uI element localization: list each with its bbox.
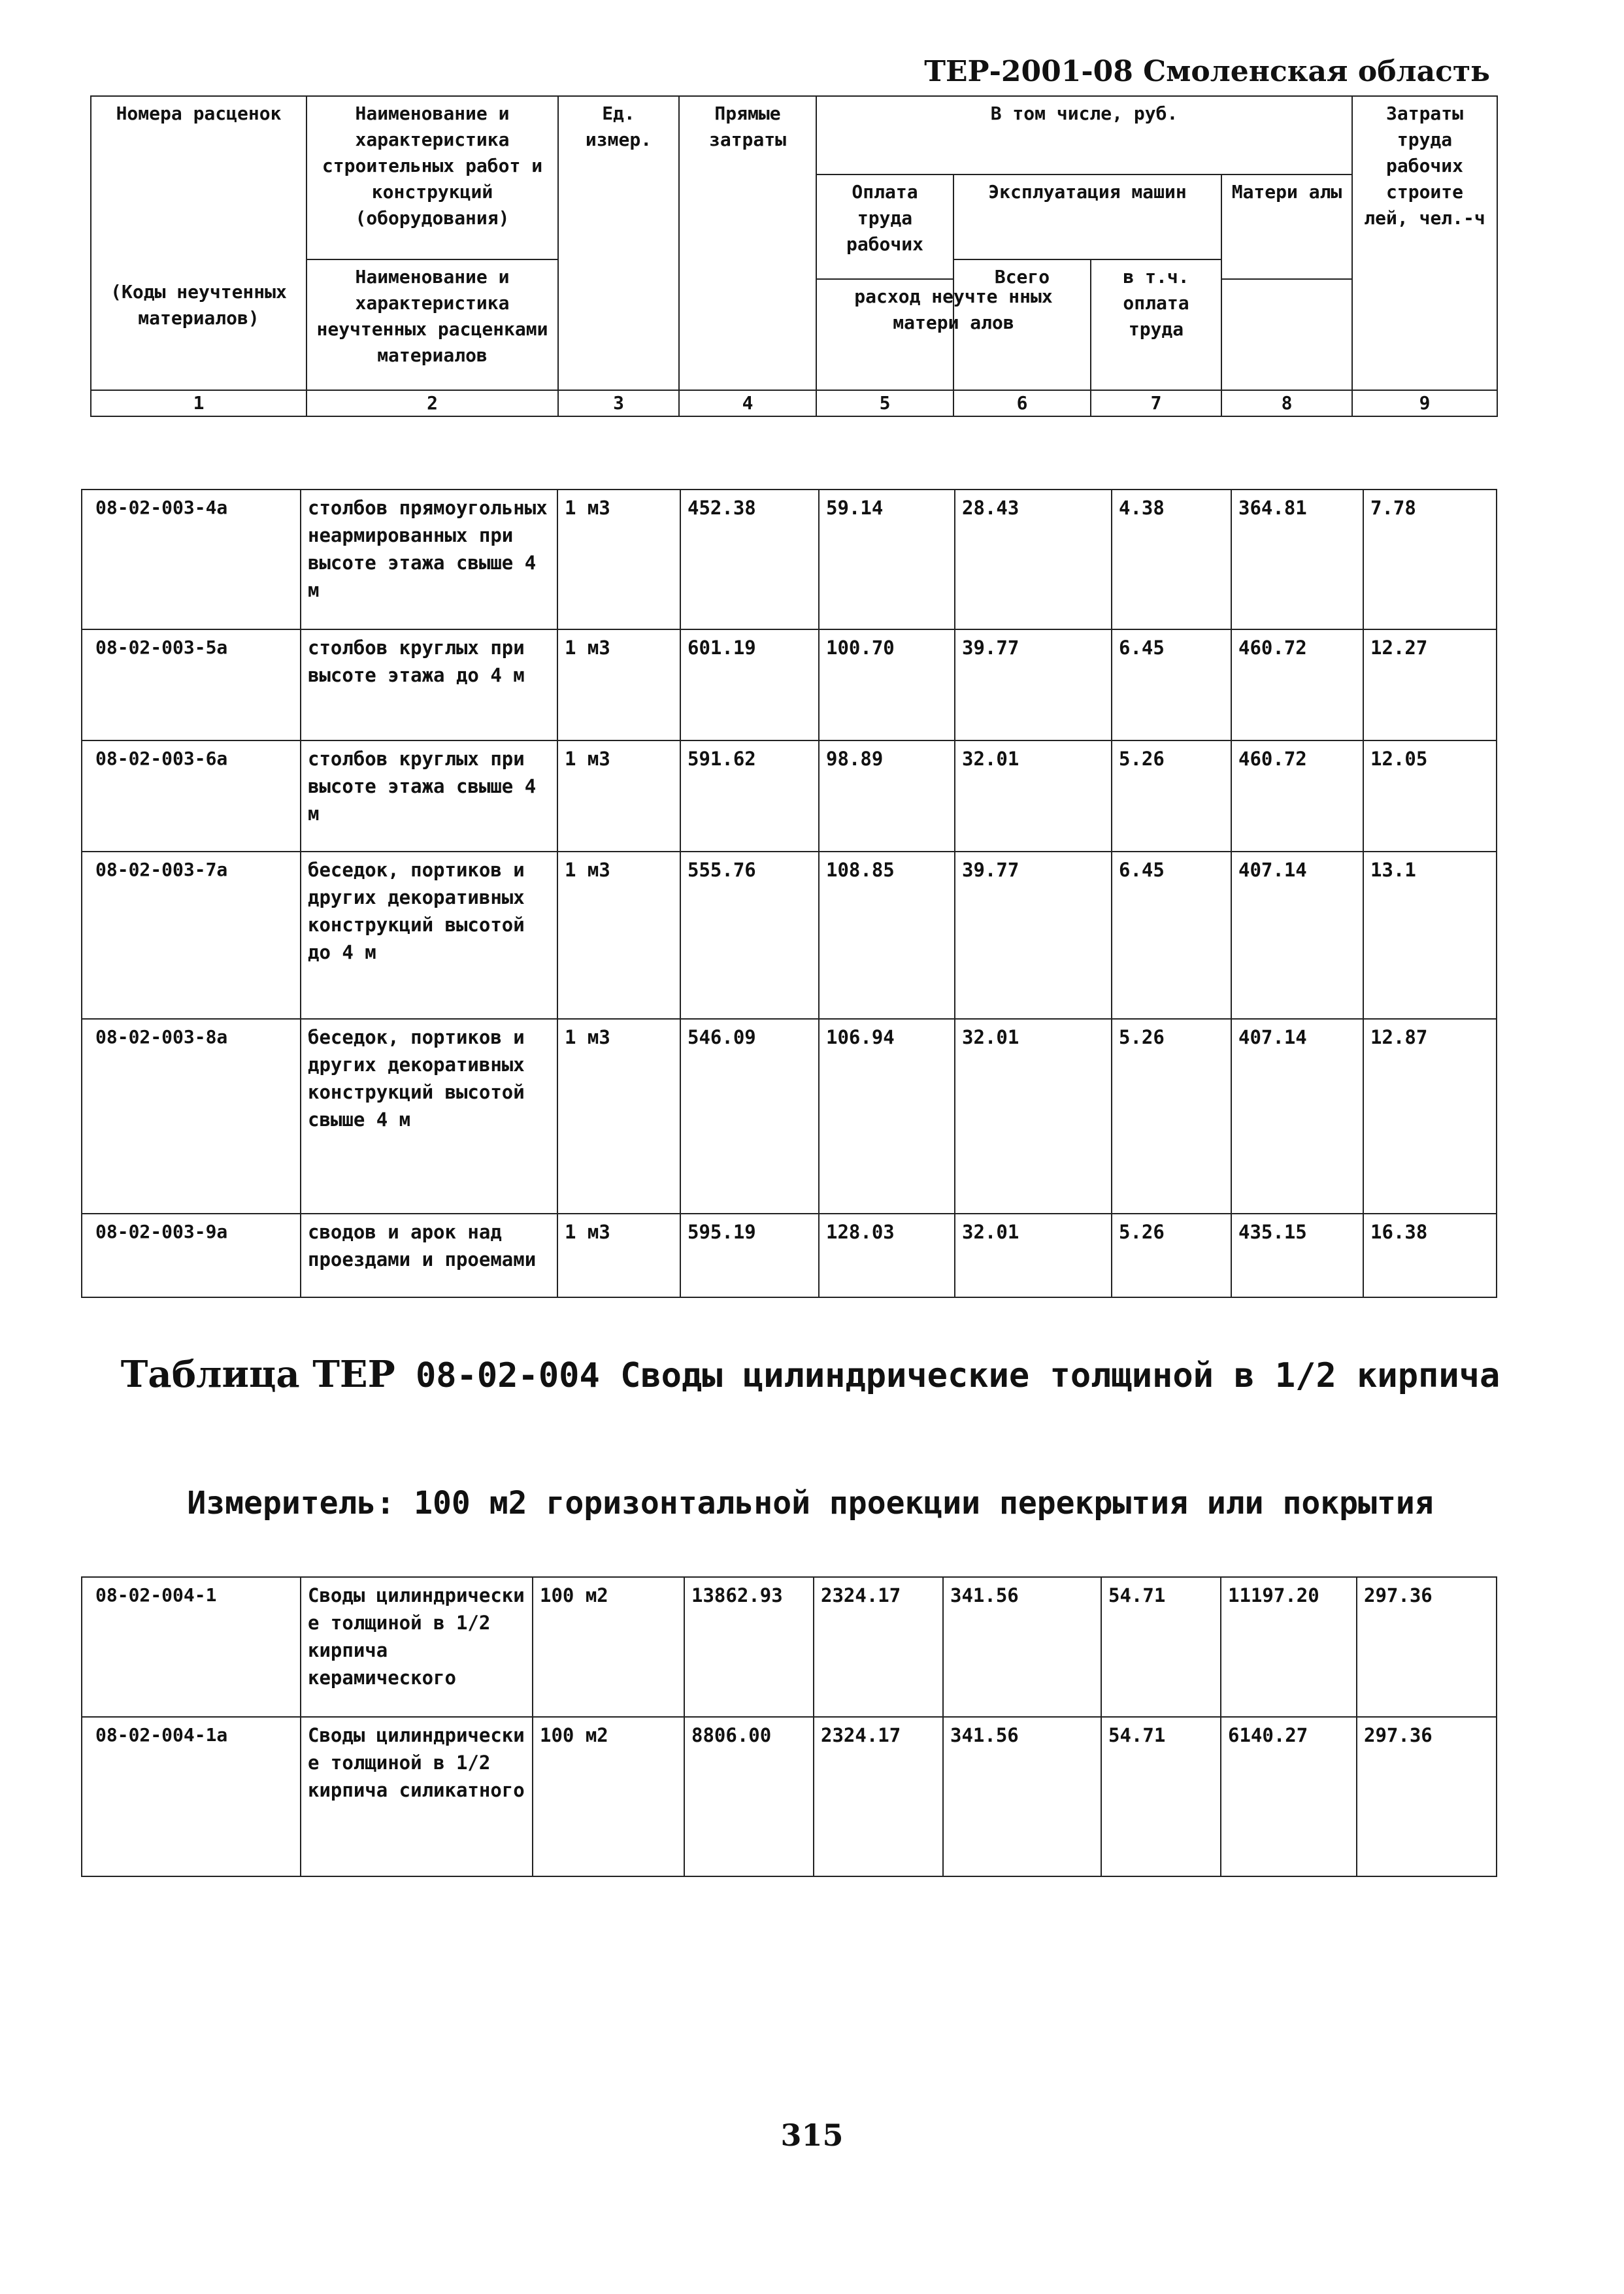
cell-unit: 100 м2	[533, 1577, 684, 1717]
cell-labor: 106.94	[819, 1019, 955, 1214]
page-number: 315	[780, 2118, 844, 2153]
cell-labor: 100.70	[819, 629, 955, 740]
cell-machine-labor: 5.26	[1112, 1019, 1231, 1214]
cell-code: 08-02-003-7а	[82, 852, 301, 1019]
header-worker-pay: Оплата труда рабочих	[816, 175, 953, 279]
cell-materials: 460.72	[1231, 629, 1363, 740]
cell-code: 08-02-004-1а	[82, 1717, 301, 1876]
cell-labor: 2324.17	[814, 1717, 943, 1876]
cell-hours: 12.27	[1363, 629, 1497, 740]
cell-labor: 2324.17	[814, 1577, 943, 1717]
table-title: Таблица ТЕР 08-02-004 Своды цилиндрические толщиной в 1/2 кирпича	[120, 1353, 1500, 1396]
cell-machine-labor: 4.38	[1112, 490, 1231, 629]
cell-code: 08-02-004-1	[82, 1577, 301, 1717]
cell-materials: 11197.20	[1221, 1577, 1357, 1717]
cell-unit: 1 м3	[557, 852, 680, 1019]
cell-name: столбов круглых при высоте этажа до 4 м	[301, 629, 557, 740]
cell-labor: 98.89	[819, 740, 955, 852]
document-header-title: ТЕР-2001-08 Смоленская область	[924, 55, 1490, 88]
table-row	[82, 1717, 1497, 1876]
cell-unit: 1 м3	[557, 1214, 680, 1297]
column-number: 7	[1091, 390, 1221, 416]
cell-machines: 39.77	[955, 629, 1112, 740]
table-row	[82, 740, 1497, 852]
table-row	[82, 1214, 1497, 1297]
header-labor-hours: Затраты труда рабочих строите лей, чел.-ч	[1352, 96, 1497, 390]
cell-direct: 591.62	[680, 740, 819, 852]
header-work-name: Наименование и характеристика строительных работ и конструкций (оборудования)	[307, 96, 558, 259]
cell-unit: 1 м3	[557, 740, 680, 852]
cell-code: 08-02-003-6а	[82, 740, 301, 852]
table-row	[82, 852, 1497, 1019]
cell-materials: 6140.27	[1221, 1717, 1357, 1876]
header-group-including: В том числе, руб.	[816, 96, 1352, 175]
cell-hours: 12.05	[1363, 740, 1497, 852]
column-number: 8	[1221, 390, 1352, 416]
cell-name: сводов и арок над проездами и проемами	[301, 1214, 557, 1297]
cell-machine-labor: 5.26	[1112, 740, 1231, 852]
cell-code: 08-02-003-9а	[82, 1214, 301, 1297]
cell-code: 08-02-003-4а	[82, 490, 301, 629]
cell-machine-labor: 6.45	[1112, 629, 1231, 740]
column-number: 1	[91, 390, 307, 416]
cell-hours: 12.87	[1363, 1019, 1497, 1214]
cell-name: столбов прямоугольных неармированных при высоте этажа свыше 4 м	[301, 490, 557, 629]
cell-direct: 452.38	[680, 490, 819, 629]
cell-machines: 32.01	[955, 740, 1112, 852]
cell-machines: 341.56	[943, 1717, 1101, 1876]
cell-hours: 13.1	[1363, 852, 1497, 1019]
table-row	[82, 1577, 1497, 1717]
cell-machine-labor: 5.26	[1112, 1214, 1231, 1297]
cell-direct: 546.09	[680, 1019, 819, 1214]
cell-materials: 364.81	[1231, 490, 1363, 629]
cell-name: беседок, портиков и других декоративных конструкций высотой до 4 м	[301, 852, 557, 1019]
cell-machines: 28.43	[955, 490, 1112, 629]
header-materials: Матери алы	[1221, 175, 1352, 279]
cell-name: столбов круглых при высоте этажа свыше 4 м	[301, 740, 557, 852]
cell-name: беседок, портиков и других декоративных конструкций высотой свыше 4 м	[301, 1019, 557, 1214]
cell-labor: 128.03	[819, 1214, 955, 1297]
cell-machine-labor: 54.71	[1101, 1577, 1221, 1717]
cell-hours: 7.78	[1363, 490, 1497, 629]
header-machines-labor: в т.ч. оплата труда	[1091, 259, 1221, 390]
cell-materials: 435.15	[1231, 1214, 1363, 1297]
table-measure-unit: Измеритель: 100 м2 горизонтальной проекции перекрытия или покрытия	[187, 1485, 1434, 1521]
cell-name: Своды цилиндрически е толщиной в 1/2 кирпича керамического	[301, 1577, 533, 1717]
cell-machines: 341.56	[943, 1577, 1101, 1717]
rates-table-08-02-003	[81, 489, 1497, 1298]
cell-hours: 297.36	[1357, 1577, 1497, 1717]
header-rate-numbers: Номера расценок	[91, 96, 307, 259]
cell-unit: 100 м2	[533, 1717, 684, 1876]
column-number: 4	[679, 390, 816, 416]
cell-unit: 1 м3	[557, 1019, 680, 1214]
cell-direct: 8806.00	[684, 1717, 814, 1876]
table-row	[82, 490, 1497, 629]
header-machine-exploitation: Эксплуатация машин	[953, 175, 1221, 259]
column-number: 5	[816, 390, 953, 416]
cell-labor: 108.85	[819, 852, 955, 1019]
cell-hours: 297.36	[1357, 1717, 1497, 1876]
cell-direct: 601.19	[680, 629, 819, 740]
header-direct-costs: Прямые затраты	[679, 96, 816, 390]
cell-machine-labor: 6.45	[1112, 852, 1231, 1019]
cell-materials: 407.14	[1231, 1019, 1363, 1214]
cell-direct: 555.76	[680, 852, 819, 1019]
cell-machines: 32.01	[955, 1214, 1112, 1297]
header-unaccounted-materials: Наименование и характеристика неучтенных расценками материалов	[307, 259, 558, 390]
column-header-table	[90, 95, 1498, 417]
column-number: 3	[558, 390, 679, 416]
cell-name: Своды цилиндрически е толщиной в 1/2 кирпича силикатного	[301, 1717, 533, 1876]
column-number: 9	[1352, 390, 1497, 416]
cell-unit: 1 м3	[557, 629, 680, 740]
cell-unit: 1 м3	[557, 490, 680, 629]
table-row	[82, 629, 1497, 740]
header-unaccounted-codes: (Коды неучтенных материалов)	[91, 259, 307, 390]
column-number: 6	[953, 390, 1091, 416]
header-unit: Ед. измер.	[558, 96, 679, 390]
header-unaccounted-consumption: расход неучте нных матери алов	[816, 279, 1091, 390]
cell-direct: 13862.93	[684, 1577, 814, 1717]
cell-machines: 32.01	[955, 1019, 1112, 1214]
cell-direct: 595.19	[680, 1214, 819, 1297]
cell-materials: 460.72	[1231, 740, 1363, 852]
table-row	[82, 1019, 1497, 1214]
column-number: 2	[307, 390, 558, 416]
rates-table-08-02-004	[81, 1576, 1497, 1877]
cell-materials: 407.14	[1231, 852, 1363, 1019]
header-machines-total: Всего	[953, 259, 1091, 390]
cell-labor: 59.14	[819, 490, 955, 629]
cell-hours: 16.38	[1363, 1214, 1497, 1297]
cell-code: 08-02-003-5а	[82, 629, 301, 740]
cell-machines: 39.77	[955, 852, 1112, 1019]
cell-code: 08-02-003-8а	[82, 1019, 301, 1214]
cell-machine-labor: 54.71	[1101, 1717, 1221, 1876]
